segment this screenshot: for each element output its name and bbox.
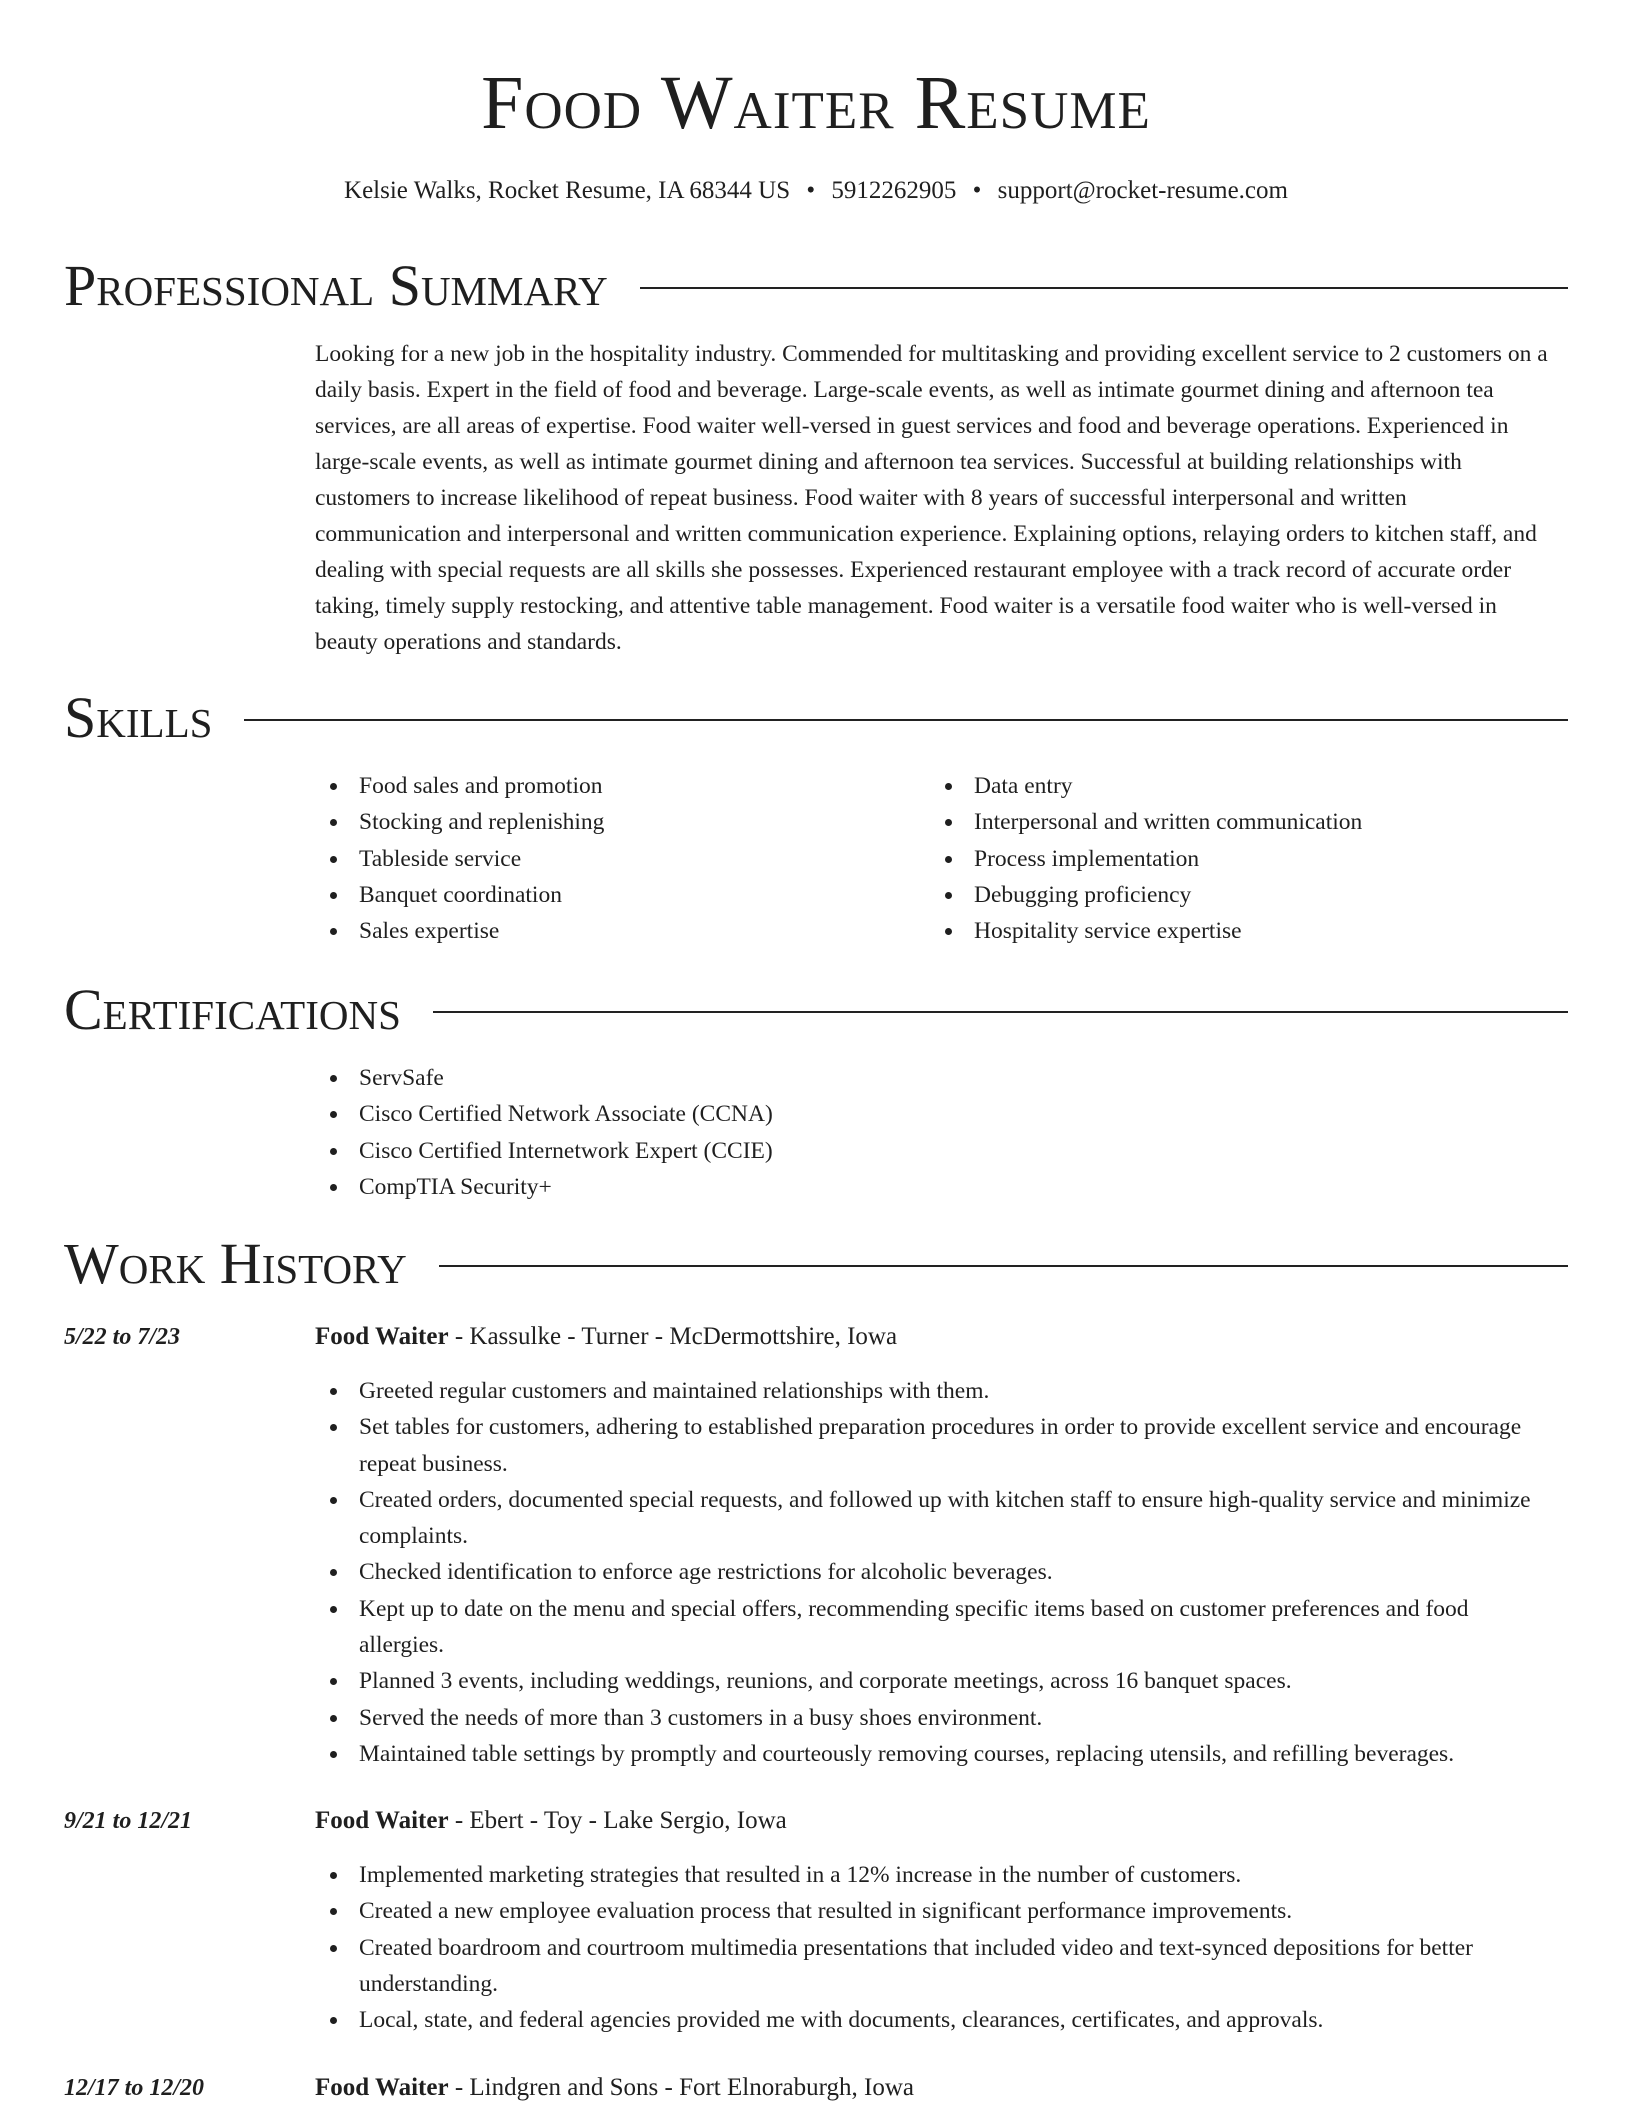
job-header [315,1319,897,1355]
skill-item: Tableside service [315,841,915,877]
skills-section-header [64,686,1568,750]
job-header [315,1803,787,1839]
summary-heading: Professional Summary [64,253,608,318]
summary-text: Looking for a new job in the hospitality industry. Commended for multitasking and providing excellent service to 2 customers on a daily basis. Expert in the field of food and beverage. Large-scale events, as well as intimate gourmet dining and afternoon tea services, are all areas of expertise. Food waiter well-versed in guest services and food and beverage operations. Experienced in large-scale events, as well as intimate gourmet dining and afternoon tea services. Successful at building relationships with customers to increase likelihood of repeat business. Food waiter with 8 years of successful interpersonal and written communication and interpersonal and written communication experience. Explaining options, relaying orders to kitchen staff, and dealing with special requests are all skills she possesses. Experienced restaurant employee with a track record of accurate order taking, timely supply restocking, and attentive table management. Food waiter is a versatile food waiter who is well-versed in beauty operations and standards. [315,341,1548,655]
skill-item: Sales expertise [315,913,915,949]
contact-address: Kelsie Walks, Rocket Resume, IA 68344 US [344,177,791,204]
section-divider [433,1011,1568,1013]
certification-item: ServSafe [315,1060,1315,1096]
skills-heading: Skills [64,685,213,750]
job-employer: - Lindgren and Sons - Fort Elnoraburgh, Iowa [448,2074,914,2101]
skills-list-left [315,768,915,949]
job-dates: 9/21 to 12/21 [64,1808,193,1834]
job-dates: 12/17 to 12/20 [64,2075,205,2101]
job-dates: 5/22 to 7/23 [64,1324,181,1350]
certification-item: CompTIA Security+ [315,1169,1315,1205]
job-duty: Kept up to date on the menu and special offers, recommending specific items based on customer preferences and food allergies. [315,1591,1560,1664]
job-duties-list [315,1373,1560,1772]
job-duty: Maintained table settings by promptly and courteously removing courses, replacing utensils, and refilling beverages. [315,1736,1560,1772]
job-duties-list [315,1857,1560,2038]
job-duty: Created a new employee evaluation process that resulted in significant performance improvements. [315,1893,1560,1929]
contact-phone: 5912262905 [831,177,957,204]
job-employer: - Ebert - Toy - Lake Sergio, Iowa [448,1807,787,1834]
skill-item: Data entry [930,768,1530,804]
certification-item: Cisco Certified Internetwork Expert (CCIE) [315,1133,1315,1169]
job-duty: Set tables for customers, adhering to established preparation procedures in order to provide excellent service and encourage repeat business. [315,1409,1560,1482]
certification-item: Cisco Certified Network Associate (CCNA) [315,1096,1315,1132]
summary-section-header [64,254,1568,318]
certifications-heading: Certifications [64,977,401,1042]
job-duty: Served the needs of more than 3 customers in a busy shoes environment. [315,1700,1560,1736]
resume-title: Food Waiter Resume [481,61,1151,145]
section-divider [439,1265,1568,1267]
contact-separator: • [806,177,816,204]
job-duty: Greeted regular customers and maintained relationships with them. [315,1373,1560,1409]
job-duty: Local, state, and federal agencies provided me with documents, clearances, certificates, and approvals. [315,2002,1560,2038]
job-employer: - Kassulke - Turner - McDermottshire, Iowa [448,1323,898,1350]
certifications-list [315,1060,1315,1205]
skill-item: Process implementation [930,841,1530,877]
job-header [315,2070,914,2106]
job-role: Food Waiter [315,1807,449,1834]
job-role: Food Waiter [315,1323,449,1350]
section-divider [244,719,1568,721]
job-duty: Implemented marketing strategies that resulted in a 12% increase in the number of customers. [315,1857,1560,1893]
skill-item: Interpersonal and written communication [930,804,1530,840]
contact-separator: • [972,177,982,204]
contact-email: support@rocket-resume.com [997,177,1288,204]
skill-item: Food sales and promotion [315,768,915,804]
certifications-section-header [64,978,1568,1042]
job-duty: Checked identification to enforce age restrictions for alcoholic beverages. [315,1554,1560,1590]
work-history-section-header [64,1232,1568,1296]
skill-item: Debugging proficiency [930,877,1530,913]
skill-item: Stocking and replenishing [315,804,915,840]
job-duty: Planned 3 events, including weddings, reunions, and corporate meetings, across 16 banquet spaces. [315,1663,1560,1699]
skill-item: Hospitality service expertise [930,913,1530,949]
section-divider [640,287,1568,289]
job-role: Food Waiter [315,2074,449,2101]
contact-line [0,174,1632,208]
skill-item: Banquet coordination [315,877,915,913]
work-history-heading: Work History [64,1231,407,1296]
job-duty: Created orders, documented special requests, and followed up with kitchen staff to ensure high-quality service and minimize complaints. [315,1482,1560,1555]
skills-list-right [930,768,1530,949]
job-duty: Created boardroom and courtroom multimedia presentations that included video and text-synced depositions for better understanding. [315,1930,1560,2003]
